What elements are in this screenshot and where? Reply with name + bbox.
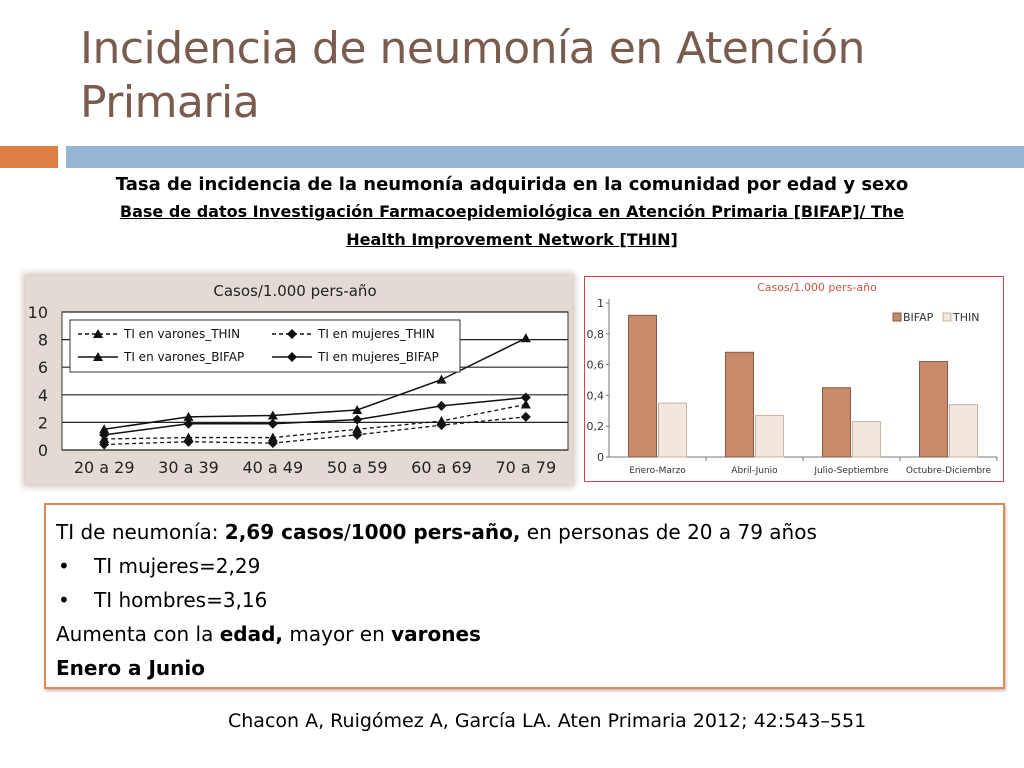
y-tick-label: 6 (37, 358, 48, 378)
chart-title: Casos/1.000 pers-año (757, 281, 877, 294)
bar-thin (659, 403, 687, 457)
caption-line-3: Health Improvement Network [THIN] (346, 230, 678, 249)
caption-line-1: Tasa de incidencia de la neumonía adquirida en la comunidad por edad y sexo (115, 174, 909, 195)
age-word: edad, (219, 622, 284, 646)
age-prefix: Aumenta con la (56, 622, 220, 646)
chart-title: Casos/1.000 pers-año (213, 282, 377, 300)
y-tick-label: 4 (37, 385, 48, 405)
accent-bar-blue (66, 146, 1024, 168)
y-tick-label: 0,8 (586, 327, 604, 341)
bullet-dot: • (58, 588, 70, 612)
y-tick-label: 0,6 (586, 358, 604, 372)
x-tick-label: 60 a 69 (411, 458, 472, 477)
x-tick-label: Julio-Septiembre (814, 466, 889, 476)
legend-label: TI en mujeres_BIFAP (318, 350, 439, 364)
caption-line-2: Base de datos Investigación Farmacoepidemiológica en Atención Primaria [BIFAP]/ The (119, 202, 905, 221)
slide-title: Incidencia de neumonía en Atención Primaria (80, 23, 865, 128)
rate-prefix: TI de neumonía: (56, 520, 225, 544)
y-tick-label: 0,2 (586, 420, 604, 434)
bullet-dot: • (58, 554, 70, 578)
bar-chart-season (584, 276, 1004, 482)
bar-bifap (629, 315, 657, 457)
legend-swatch (943, 313, 951, 321)
x-tick-label: Abril-Junio (731, 466, 778, 476)
x-tick-label: 70 a 79 (495, 458, 557, 477)
bullet-men-text: TI hombres=3,16 (94, 588, 268, 612)
y-tick-label: 10 (27, 303, 48, 322)
accent-bar-orange (0, 146, 58, 168)
line-chart-svg (26, 276, 572, 484)
summary-box (44, 503, 1005, 689)
x-tick-label: Octubre-Diciembre (905, 466, 992, 476)
x-tick-label: 40 a 49 (242, 458, 304, 477)
y-tick-label: 0 (37, 441, 48, 460)
bar-bifap (726, 352, 754, 457)
x-tick-label: 30 a 39 (158, 458, 219, 477)
x-tick-label: Enero-Marzo (629, 466, 686, 476)
bullet-women (56, 549, 993, 583)
bar-thin (853, 422, 881, 457)
summary-line-season (56, 651, 993, 685)
rate-suffix: en personas de 20 a 79 años (520, 520, 817, 544)
season-text: Enero a Junio (56, 656, 206, 680)
legend-label: BIFAP (903, 311, 934, 324)
y-tick-label: 8 (37, 330, 48, 350)
age-mid: mayor en (283, 622, 392, 646)
summary-line-age (56, 617, 993, 651)
y-tick-label: 0,4 (586, 389, 604, 403)
x-tick-label: 50 a 59 (326, 458, 388, 477)
x-tick-label: 20 a 29 (73, 458, 135, 477)
rate-unit: 1000 pers-año, (350, 520, 521, 544)
summary-line-rate (56, 515, 993, 549)
rate-value: 2,69 casos (224, 520, 345, 544)
y-tick-label: 0 (597, 451, 604, 464)
legend-label: TI en varones_BIFAP (124, 350, 245, 364)
bar-thin (756, 415, 784, 457)
legend-label: TI en varones_THIN (124, 327, 241, 341)
chart-caption (20, 172, 1004, 254)
bar-chart-svg (585, 277, 1003, 481)
bullet-women-text: TI mujeres=2,29 (94, 554, 261, 578)
citation: Chacon A, Ruigómez A, García LA. Aten Primaria 2012; 42:543–551 (228, 710, 867, 732)
rate-slash: / (344, 520, 351, 544)
legend-label: THIN (953, 311, 980, 324)
bar-bifap (823, 388, 851, 457)
bar-thin (950, 405, 978, 457)
y-tick-label: 1 (597, 297, 604, 310)
bar-bifap (920, 362, 948, 457)
males-word: varones (391, 622, 481, 646)
legend-swatch (893, 313, 901, 321)
legend-label: TI en mujeres_THIN (318, 327, 435, 341)
line-chart-age-sex (26, 276, 572, 484)
bullet-men (56, 583, 993, 617)
y-tick-label: 2 (37, 413, 48, 433)
